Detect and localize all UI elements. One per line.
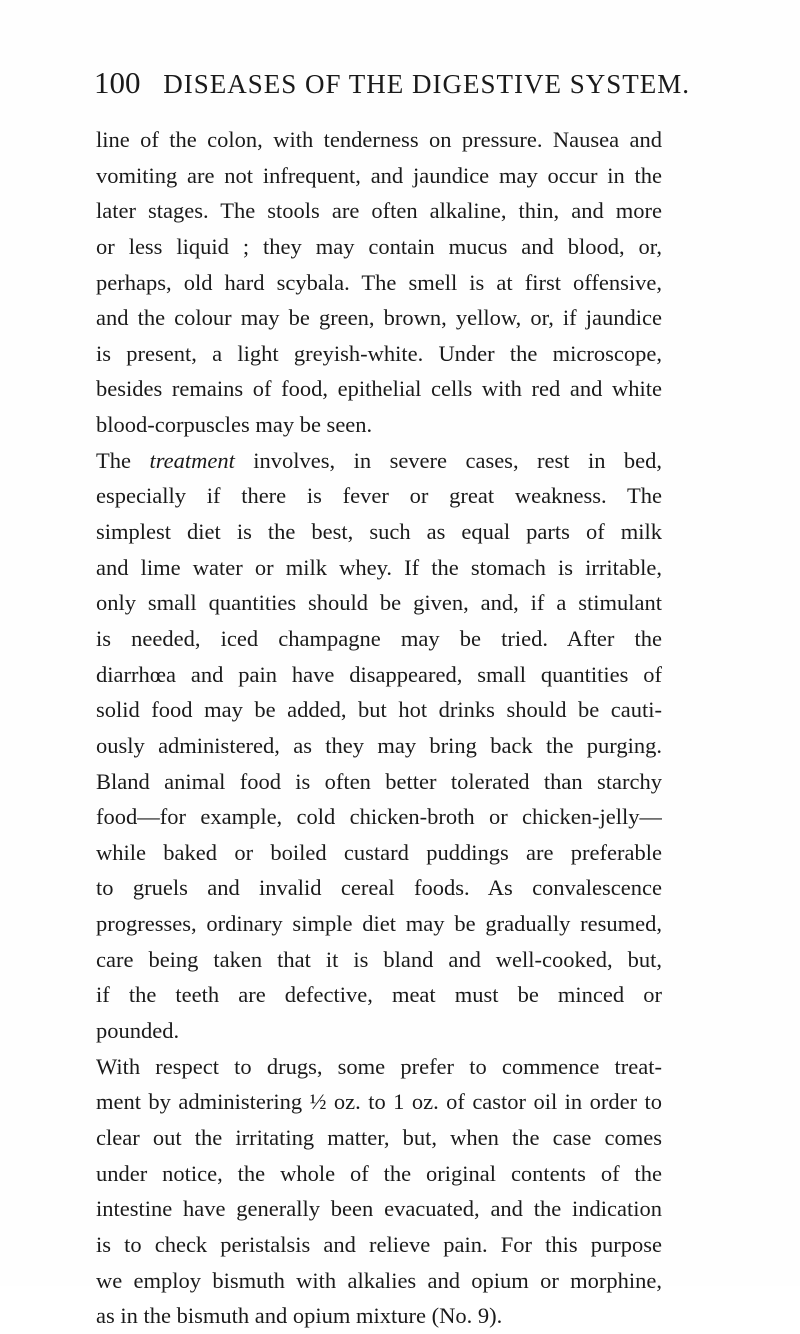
emphasis-treatment: treatment [149,447,235,473]
text-line: is present, a light greyish-white. Under the microscope, [96,340,662,366]
text-line: diarrhœa and pain have disappeared, small quantities of [96,661,662,687]
chapter-title: DISEASES OF THE DIGESTIVE SYSTEM. [163,69,691,99]
text-line: ously administered, as they may bring back the purging. [96,732,662,758]
text-line: besides remains of food, epithelial cells with red and white [96,376,662,402]
text-line-remainder: involves, in severe cases, rest in bed, [253,447,662,473]
text-line: is to check peristalsis and relieve pain. For this purpose [96,1231,662,1257]
text-line: if the teeth are defective, meat must be minced or [96,982,662,1008]
fraction-half: ½ [309,1089,327,1115]
text-line: intestine have generally been evacuated, and the indication [96,1196,662,1222]
text-line: progresses, ordinary simple diet may be gradually resumed, [96,911,662,937]
body-text [96,122,662,1334]
text-line: while baked or boiled custard puddings are preferable [96,839,662,865]
text-line: later stages. The stools are often alkaline, thin, and more [96,198,662,224]
text-line-part: ment by administering [96,1089,303,1115]
text-line: especially if there is fever or great weakness. The [96,483,662,509]
text-line-part: oz. to 1 oz. of castor oil in order to [333,1089,662,1115]
paragraph-start-word: The [96,447,131,473]
text-line: and the colour may be green, brown, yellow, or, if jaundice [96,305,662,331]
text-line: solid food may be added, but hot drinks should be cauti- [96,697,662,723]
text-line: perhaps, old hard scybala. The smell is at first offensive, [96,269,662,295]
text-line: blood-corpuscles may be seen. [96,412,373,438]
paragraph-line-treatment [96,443,662,479]
text-line: under notice, the whole of the original contents of the [96,1160,662,1186]
text-line: vomiting are not infrequent, and jaundice may occur in the [96,162,662,188]
text-line: Bland animal food is often better tolerated than starchy [96,768,662,794]
page-number: 100 [94,65,141,100]
text-line: With respect to drugs, some prefer to commence treat- [96,1053,662,1079]
text-line: and lime water or milk whey. If the stomach is irritable, [96,554,662,580]
text-line-fraction [96,1084,662,1120]
text-line: line of the colon, with tenderness on pressure. Nausea and [96,127,662,152]
text-line: is needed, iced champagne may be tried. After the [96,625,662,651]
text-line: to gruels and invalid cereal foods. As convalescence [96,875,662,901]
text-line: we employ bismuth with alkalies and opium or morphine, [96,1267,662,1293]
text-line: clear out the irritating matter, but, when the case comes [96,1124,662,1150]
running-head [94,66,714,101]
text-line: simplest diet is the best, such as equal parts of milk [96,519,662,545]
text-line: care being taken that it is bland and well-cooked, but, [96,946,662,972]
text-line: pounded. [96,1018,180,1044]
text-line: only small quantities should be given, and, if a stimulant [96,590,662,616]
text-line: or less liquid ; they may contain mucus and blood, or, [96,233,662,259]
text-line: food—for example, cold chicken-broth or chicken-jelly— [96,804,662,830]
text-line: as in the bismuth and opium mixture (No. 9). [96,1303,503,1329]
